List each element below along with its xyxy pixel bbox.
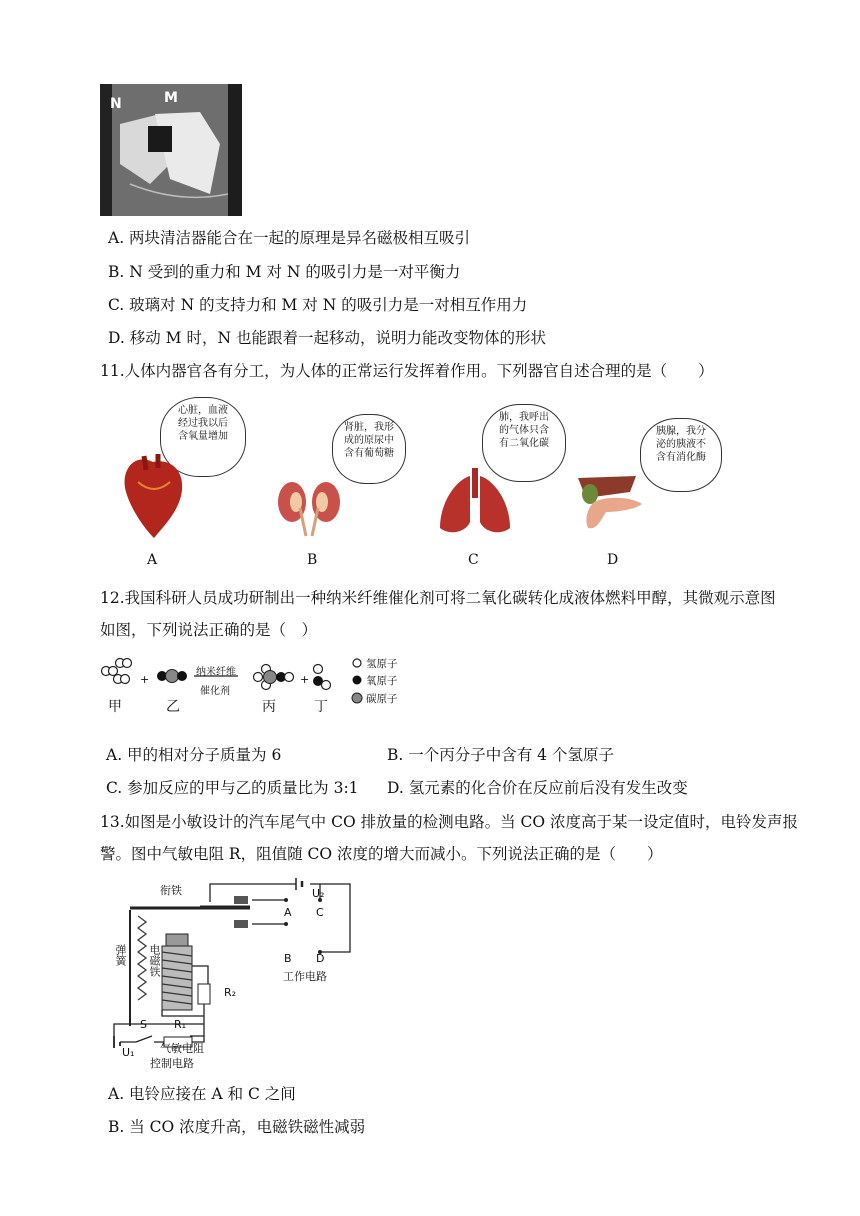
- speech-text: 肺，我呼出: [499, 412, 549, 423]
- q11-stem: 11.人体内器官各有分工，为人体的正常运行发挥着作用。下列器官自述合理的是（ ）: [100, 362, 714, 380]
- legend-hydrogen: 氢原子: [366, 658, 398, 670]
- molecule-yi: [157, 670, 187, 683]
- q12-stem-line2: 如图，下列说法正确的是（ ）: [100, 621, 318, 639]
- speech-text: 有二氧化碳: [499, 438, 549, 449]
- q13-option-a: A. 电铃应接在 A 和 C 之间: [108, 1085, 296, 1103]
- plus-sign: +: [300, 673, 310, 686]
- legend-carbon: 碳原子: [366, 693, 398, 705]
- label-ding: 丁: [314, 699, 328, 715]
- speech-text: 胰腺，我分: [656, 426, 706, 437]
- q12-option-b: B. 一个丙分子中含有 4 个氢原子: [387, 746, 614, 764]
- q10-option-a: A. 两块清洁器能合在一起的原理是异名磁极相互吸引: [108, 229, 471, 247]
- terminal-c: C: [316, 906, 324, 919]
- molecule-jia: [102, 659, 132, 684]
- r2-resistor: [198, 984, 210, 1004]
- pancreas-icon: [576, 472, 648, 540]
- work-circuit-label: 工作电路: [283, 970, 327, 983]
- lung-icon: [436, 468, 514, 540]
- label-bing: 丙: [262, 699, 276, 715]
- organ-label-d: D: [607, 552, 619, 568]
- control-circuit-label: 控制电路: [150, 1057, 194, 1070]
- electromagnet-label: 电磁铁: [148, 944, 161, 977]
- speech-text: 泌的胰液不: [656, 439, 706, 450]
- terminal-d: D: [316, 952, 325, 965]
- r2-label: R₂: [224, 986, 237, 999]
- speech-bubble-pancreas: [640, 418, 722, 492]
- label-yi: 乙: [166, 699, 180, 715]
- label-n: N: [110, 96, 122, 112]
- terminal-b: B: [284, 952, 292, 965]
- organ-label-a: A: [147, 552, 158, 568]
- heart-icon: [118, 452, 188, 542]
- spring-label: 弹簧: [114, 944, 127, 966]
- speech-text: 心脏，血液: [178, 405, 228, 416]
- u1-label: U₁: [122, 1046, 135, 1059]
- q10-option-b: B. N 受到的重力和 M 对 N 的吸引力是一对平衡力: [108, 263, 461, 281]
- legend-carbon-symbol: [352, 693, 362, 703]
- legend-oxygen: 氧原子: [366, 675, 398, 687]
- q10-option-d: D. 移动 M 时，N 也能跟着一起移动，说明力能改变物体的形状: [108, 329, 546, 347]
- q12-stem-line1: 12.我国科研人员成功研制出一种纳米纤维催化剂可将二氧化碳转化成液体燃料甲醇，其微观示意图: [100, 589, 776, 607]
- kidney-icon: [274, 478, 344, 540]
- arrow-top-text: 纳米纤维: [196, 667, 236, 678]
- terminal-a: A: [284, 906, 292, 919]
- q10-option-c: C. 玻璃对 N 的支持力和 M 对 N 的吸引力是一对相互作用力: [108, 296, 528, 314]
- label-m: M: [164, 90, 178, 106]
- speech-text: 含有葡萄糖: [344, 448, 394, 459]
- speech-text: 成的原尿中: [344, 435, 394, 446]
- glass-cleaner-photo: [100, 84, 242, 216]
- armature-label: 衔铁: [160, 884, 182, 897]
- switch-label: S: [140, 1018, 147, 1031]
- legend-oxygen-symbol: [353, 676, 362, 685]
- speech-text: 的气体只含: [499, 425, 549, 436]
- organ-label-b: B: [307, 552, 318, 568]
- label-jia: 甲: [108, 699, 122, 715]
- q12-option-a: A. 甲的相对分子质量为 6: [106, 746, 282, 764]
- speech-bubble-kidney: [332, 414, 406, 484]
- molecule-ding: [313, 665, 331, 690]
- q13-stem-line2: 警。图中气敏电阻 R，阻值随 CO 浓度的增大而减小。下列说法正确的是（ ）: [100, 845, 663, 863]
- legend-hydrogen-symbol: [353, 659, 361, 667]
- organ-label-c: C: [468, 552, 479, 568]
- molecule-bing: [254, 665, 294, 690]
- speech-text: 含有消化酶: [656, 452, 706, 463]
- speech-text: 经过我以后: [178, 418, 228, 429]
- q13-option-b: B. 当 CO 浓度升高，电磁铁磁性减弱: [108, 1118, 366, 1136]
- arrow-bottom-text: 催化剂: [200, 686, 230, 697]
- q12-option-c: C. 参加反应的甲与乙的质量比为 3:1: [106, 779, 359, 797]
- u2-label: U₂: [312, 887, 325, 900]
- speech-text: 肾脏，我形: [344, 422, 394, 433]
- gas-sensor-label: 气敏电阻: [160, 1042, 204, 1055]
- q12-option-d: D. 氢元素的化合价在反应前后没有发生改变: [387, 779, 688, 797]
- speech-text: 含氧量增加: [178, 431, 228, 442]
- plus-sign: +: [140, 673, 150, 686]
- q13-stem-line1: 13.如图是小敏设计的汽车尾气中 CO 排放量的检测电路。当 CO 浓度高于某一设定值时，电铃发声报: [100, 813, 798, 831]
- r1-label: R₁: [174, 1018, 187, 1031]
